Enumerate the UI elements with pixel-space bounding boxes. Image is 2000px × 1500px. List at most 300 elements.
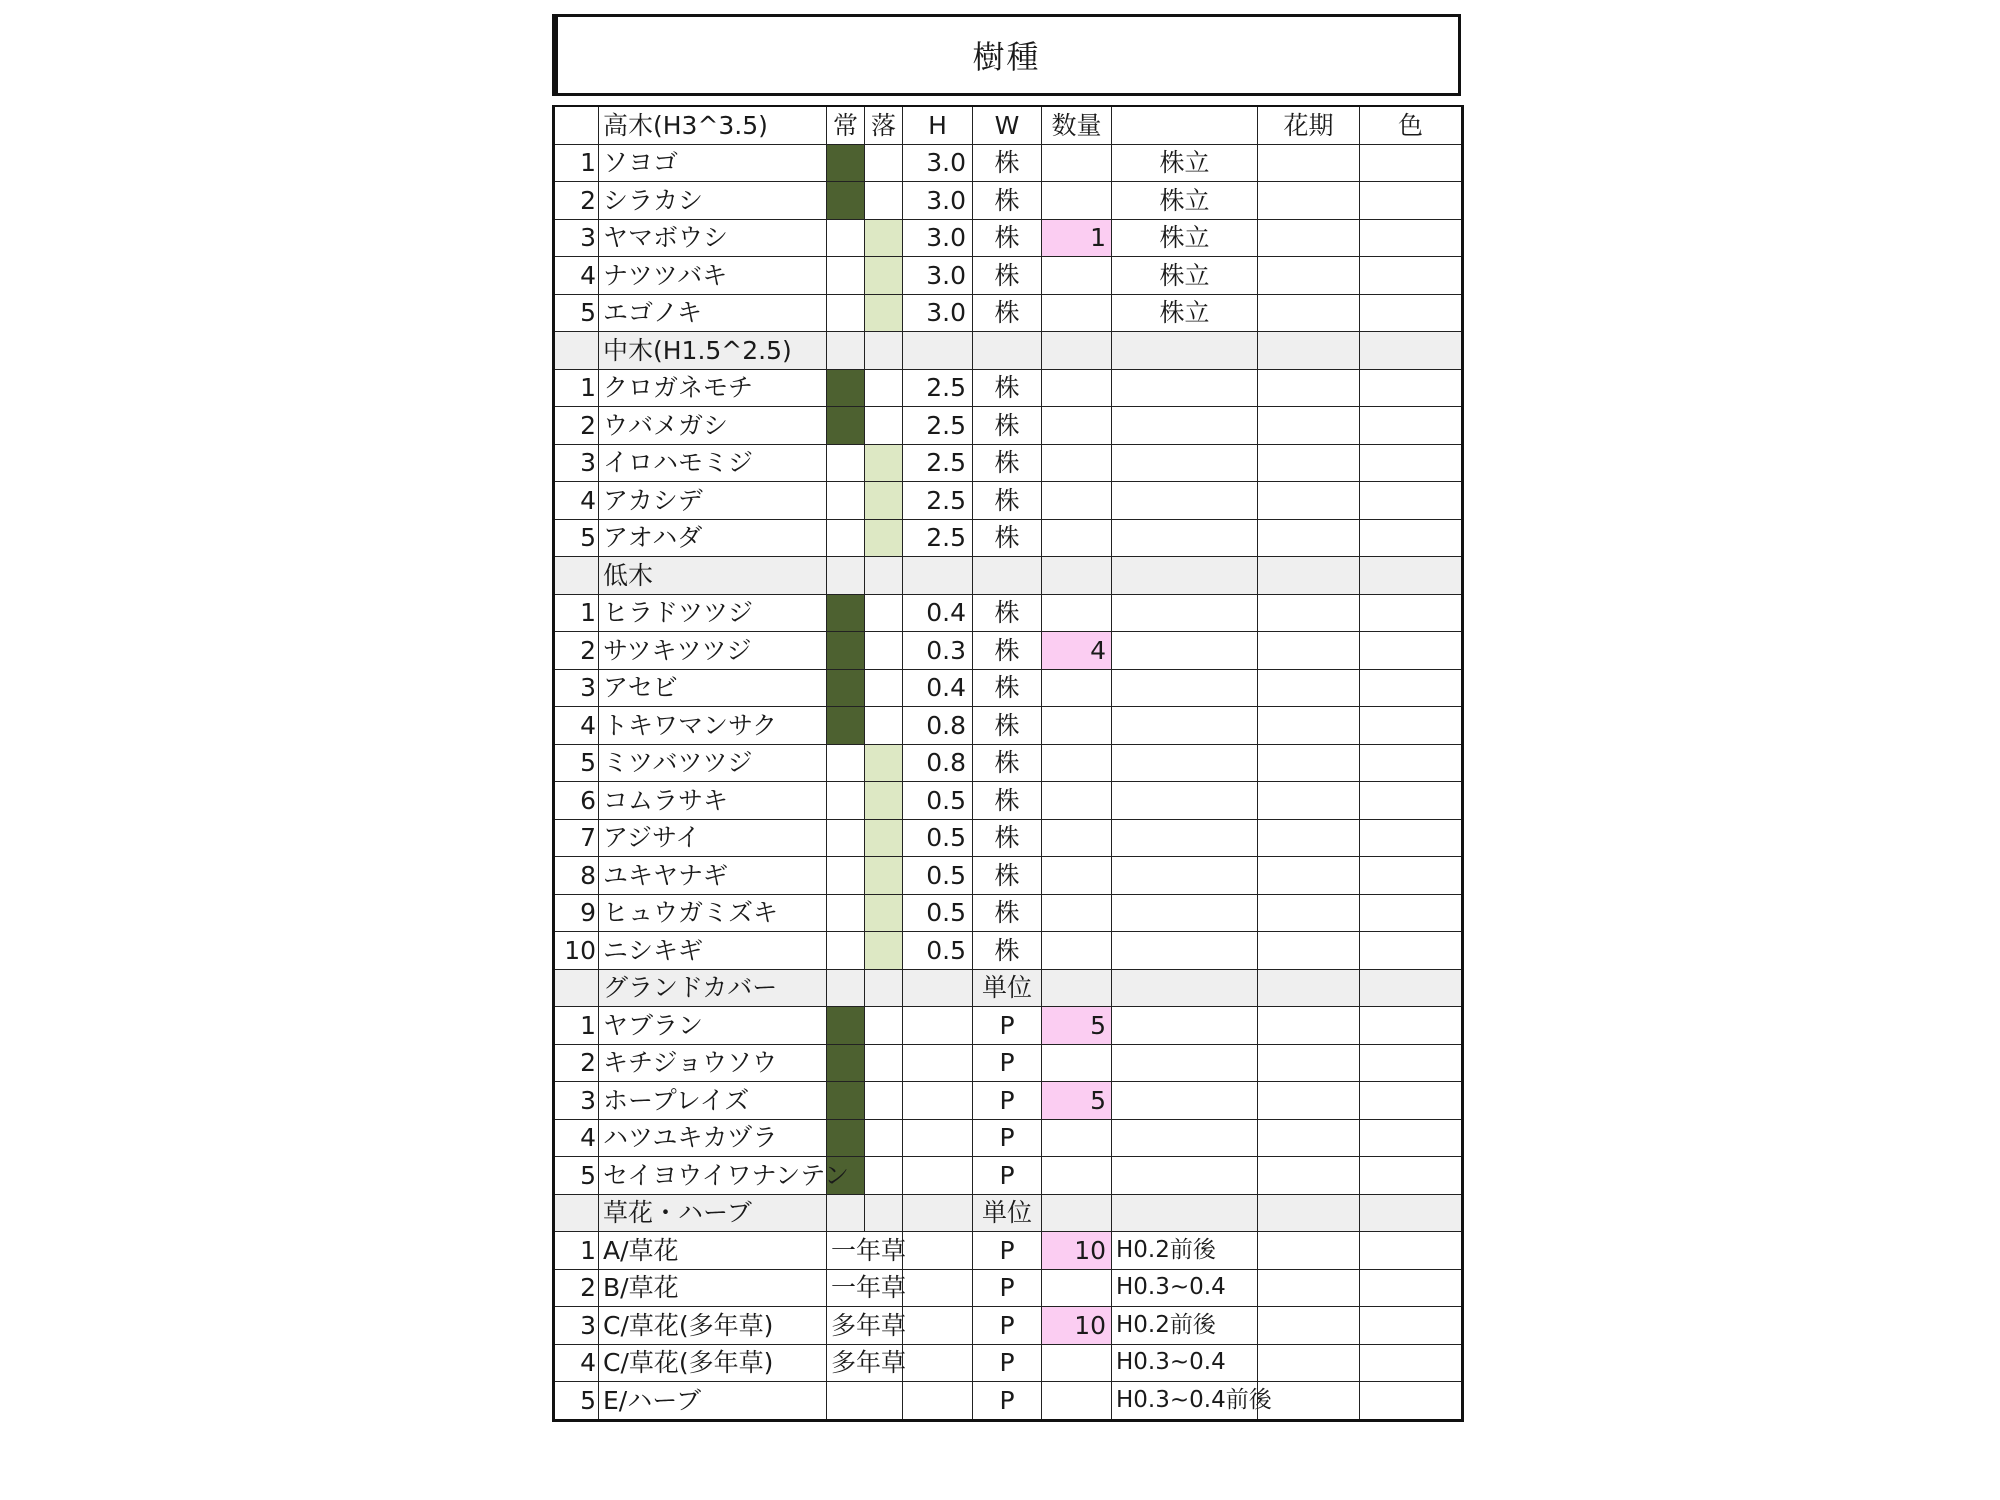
color-cell bbox=[1360, 707, 1463, 745]
quantity-cell bbox=[1042, 482, 1112, 520]
quantity-cell bbox=[1042, 1194, 1112, 1232]
evergreen-cell bbox=[827, 444, 865, 482]
flowering-cell bbox=[1258, 782, 1360, 820]
spec-cell bbox=[1112, 669, 1258, 707]
height-cell bbox=[903, 1269, 973, 1307]
row-number-cell bbox=[554, 969, 599, 1007]
row-number-cell bbox=[554, 332, 599, 370]
evergreen-cell bbox=[827, 819, 865, 857]
evergreen-cell bbox=[827, 1119, 865, 1157]
header-color-cell: 色 bbox=[1360, 106, 1463, 144]
note-cell: H0.3~0.4前後 bbox=[1112, 1382, 1258, 1421]
spec-cell bbox=[1112, 969, 1258, 1007]
plant-kind-cell: 一年草 bbox=[827, 1232, 903, 1270]
quantity-cell bbox=[1042, 1157, 1112, 1195]
height-cell: 0.8 bbox=[903, 707, 973, 745]
color-cell bbox=[1360, 1007, 1463, 1045]
spec-cell bbox=[1112, 857, 1258, 895]
flowering-cell bbox=[1258, 1157, 1360, 1195]
row-number-cell: 2 bbox=[554, 632, 599, 670]
spec-cell bbox=[1112, 1119, 1258, 1157]
species-name-cell bbox=[599, 1307, 827, 1345]
quantity-cell: 5 bbox=[1042, 1007, 1112, 1045]
plant-kind-cell: 多年草 bbox=[827, 1307, 903, 1345]
color-cell bbox=[1360, 894, 1463, 932]
species-name-cell bbox=[599, 219, 827, 257]
species-name: ユキヤナギ bbox=[603, 860, 729, 890]
section-header-row bbox=[554, 1194, 1463, 1232]
species-name-cell bbox=[599, 894, 827, 932]
species-name: エゴノキ bbox=[603, 298, 703, 328]
species-name-cell bbox=[599, 444, 827, 482]
deciduous-cell bbox=[865, 1119, 903, 1157]
section-header-row bbox=[554, 969, 1463, 1007]
deciduous-cell bbox=[865, 519, 903, 557]
evergreen-cell bbox=[827, 594, 865, 632]
unit-cell: P bbox=[973, 1269, 1042, 1307]
header-name-cell: 高木(H3^3.5) bbox=[599, 106, 827, 144]
evergreen-cell bbox=[827, 482, 865, 520]
species-name: ナツツバキ bbox=[603, 260, 728, 290]
deciduous-cell bbox=[865, 594, 903, 632]
unit-cell: 株 bbox=[973, 669, 1042, 707]
unit-cell: P bbox=[973, 1119, 1042, 1157]
evergreen-cell bbox=[827, 219, 865, 257]
flowering-cell bbox=[1258, 332, 1360, 370]
table-row bbox=[554, 669, 1463, 707]
evergreen-cell bbox=[827, 632, 865, 670]
flowering-cell bbox=[1258, 1307, 1360, 1345]
evergreen-cell bbox=[827, 744, 865, 782]
row-number-cell: 4 bbox=[554, 257, 599, 295]
species-name: ヤブラン bbox=[603, 1010, 704, 1040]
evergreen-cell bbox=[827, 707, 865, 745]
deciduous-cell bbox=[865, 144, 903, 182]
deciduous-cell bbox=[865, 857, 903, 895]
quantity-cell bbox=[1042, 894, 1112, 932]
table-row bbox=[554, 1082, 1463, 1120]
quantity-cell bbox=[1042, 257, 1112, 295]
species-name: A/草花 bbox=[603, 1235, 679, 1265]
table-row bbox=[554, 894, 1463, 932]
row-number-cell: 4 bbox=[554, 1119, 599, 1157]
unit-cell: 株 bbox=[973, 594, 1042, 632]
species-name-cell bbox=[599, 182, 827, 220]
spec-cell: 株立 bbox=[1112, 294, 1258, 332]
deciduous-cell bbox=[865, 1044, 903, 1082]
row-number-cell: 1 bbox=[554, 1232, 599, 1270]
unit-cell: 株 bbox=[973, 182, 1042, 220]
height-cell bbox=[903, 332, 973, 370]
species-name: C/草花(多年草) bbox=[603, 1310, 774, 1340]
height-cell: 0.5 bbox=[903, 782, 973, 820]
spec-cell: 株立 bbox=[1112, 182, 1258, 220]
deciduous-cell bbox=[865, 1082, 903, 1120]
deciduous-cell bbox=[865, 1007, 903, 1045]
color-cell bbox=[1360, 632, 1463, 670]
color-cell bbox=[1360, 1157, 1463, 1195]
section-name-cell: 中木(H1.5^2.5) bbox=[599, 332, 827, 370]
color-cell bbox=[1360, 1232, 1463, 1270]
spec-cell bbox=[1112, 707, 1258, 745]
table-row bbox=[554, 782, 1463, 820]
flowering-cell bbox=[1258, 932, 1360, 970]
unit-cell: 単位 bbox=[973, 969, 1042, 1007]
row-number-cell: 5 bbox=[554, 519, 599, 557]
deciduous-cell bbox=[865, 182, 903, 220]
species-name: キチジョウソウ bbox=[603, 1048, 778, 1078]
deciduous-cell bbox=[865, 632, 903, 670]
flowering-cell bbox=[1258, 894, 1360, 932]
row-number-cell: 3 bbox=[554, 1307, 599, 1345]
quantity-cell bbox=[1042, 519, 1112, 557]
height-cell: 2.5 bbox=[903, 482, 973, 520]
species-name-cell bbox=[599, 407, 827, 445]
unit-cell: P bbox=[973, 1307, 1042, 1345]
quantity-cell bbox=[1042, 144, 1112, 182]
height-cell: 2.5 bbox=[903, 444, 973, 482]
height-cell: 0.5 bbox=[903, 894, 973, 932]
flowering-cell bbox=[1258, 707, 1360, 745]
unit-cell: 株 bbox=[973, 482, 1042, 520]
color-cell bbox=[1360, 857, 1463, 895]
quantity-cell bbox=[1042, 182, 1112, 220]
quantity-cell bbox=[1042, 782, 1112, 820]
color-cell bbox=[1360, 444, 1463, 482]
color-cell bbox=[1360, 669, 1463, 707]
height-cell bbox=[903, 1007, 973, 1045]
quantity-cell bbox=[1042, 932, 1112, 970]
header-deciduous-cell: 落 bbox=[865, 106, 903, 144]
table-row bbox=[554, 1382, 1463, 1421]
deciduous-cell bbox=[865, 669, 903, 707]
species-name-cell bbox=[599, 257, 827, 295]
evergreen-cell bbox=[827, 182, 865, 220]
deciduous-cell bbox=[865, 482, 903, 520]
height-cell bbox=[903, 557, 973, 595]
quantity-cell bbox=[1042, 744, 1112, 782]
header-spec-cell bbox=[1112, 106, 1258, 144]
species-name-cell bbox=[599, 1044, 827, 1082]
row-number-cell: 7 bbox=[554, 819, 599, 857]
table-row bbox=[554, 144, 1463, 182]
flowering-cell bbox=[1258, 519, 1360, 557]
species-name: クロガネモチ bbox=[603, 373, 754, 403]
flowering-cell bbox=[1258, 482, 1360, 520]
species-table bbox=[552, 105, 1464, 1422]
section-name-cell: グランドカバー bbox=[599, 969, 827, 1007]
quantity-cell bbox=[1042, 1044, 1112, 1082]
deciduous-cell bbox=[865, 782, 903, 820]
spec-cell bbox=[1112, 332, 1258, 370]
plant-kind-cell: 一年草 bbox=[827, 1269, 903, 1307]
height-cell: 2.5 bbox=[903, 519, 973, 557]
color-cell bbox=[1360, 969, 1463, 1007]
species-name-cell bbox=[599, 932, 827, 970]
color-cell bbox=[1360, 369, 1463, 407]
species-name: C/草花(多年草) bbox=[603, 1348, 774, 1378]
row-number-cell: 3 bbox=[554, 444, 599, 482]
plant-kind-cell: 多年草 bbox=[827, 1344, 903, 1382]
flowering-cell bbox=[1258, 594, 1360, 632]
table-row bbox=[554, 1007, 1463, 1045]
row-number-cell: 4 bbox=[554, 482, 599, 520]
unit-cell bbox=[973, 332, 1042, 370]
evergreen-cell bbox=[827, 369, 865, 407]
deciduous-cell bbox=[865, 1194, 903, 1232]
section-header-row bbox=[554, 332, 1463, 370]
color-cell bbox=[1360, 407, 1463, 445]
deciduous-cell bbox=[865, 707, 903, 745]
species-name: ウバメガシ bbox=[603, 410, 729, 440]
evergreen-cell bbox=[827, 669, 865, 707]
unit-cell: 株 bbox=[973, 407, 1042, 445]
row-number-cell: 6 bbox=[554, 782, 599, 820]
height-cell: 3.0 bbox=[903, 182, 973, 220]
species-name-cell bbox=[599, 1382, 827, 1421]
row-number-cell: 5 bbox=[554, 744, 599, 782]
flowering-cell bbox=[1258, 1269, 1360, 1307]
row-number-cell bbox=[554, 1194, 599, 1232]
table-row bbox=[554, 257, 1463, 295]
deciduous-cell bbox=[865, 744, 903, 782]
height-cell: 0.5 bbox=[903, 857, 973, 895]
deciduous-cell bbox=[865, 1157, 903, 1195]
note-cell: H0.3~0.4 bbox=[1112, 1269, 1258, 1307]
row-number-cell: 3 bbox=[554, 219, 599, 257]
species-name-cell bbox=[599, 782, 827, 820]
note-cell: H0.3~0.4 bbox=[1112, 1344, 1258, 1382]
plant-kind-cell bbox=[827, 1382, 903, 1421]
evergreen-cell bbox=[827, 294, 865, 332]
table-row bbox=[554, 407, 1463, 445]
species-name: シラカシ bbox=[603, 185, 704, 215]
evergreen-cell bbox=[827, 557, 865, 595]
height-cell: 0.3 bbox=[903, 632, 973, 670]
quantity-cell: 1 bbox=[1042, 219, 1112, 257]
quantity-cell bbox=[1042, 1344, 1112, 1382]
quantity-cell bbox=[1042, 1119, 1112, 1157]
unit-cell: P bbox=[973, 1232, 1042, 1270]
spec-cell bbox=[1112, 782, 1258, 820]
color-cell bbox=[1360, 1082, 1463, 1120]
row-number-cell: 1 bbox=[554, 594, 599, 632]
deciduous-cell bbox=[865, 407, 903, 445]
unit-cell: 株 bbox=[973, 294, 1042, 332]
table-row bbox=[554, 932, 1463, 970]
height-cell bbox=[903, 1307, 973, 1345]
flowering-cell bbox=[1258, 557, 1360, 595]
flowering-cell bbox=[1258, 1119, 1360, 1157]
table-row bbox=[554, 519, 1463, 557]
row-number-cell: 3 bbox=[554, 669, 599, 707]
table-row bbox=[554, 1269, 1463, 1307]
flowering-cell bbox=[1258, 632, 1360, 670]
evergreen-cell bbox=[827, 969, 865, 1007]
quantity-cell bbox=[1042, 669, 1112, 707]
unit-cell: P bbox=[973, 1044, 1042, 1082]
evergreen-cell bbox=[827, 407, 865, 445]
deciduous-cell bbox=[865, 557, 903, 595]
spec-cell: 株立 bbox=[1112, 144, 1258, 182]
color-cell bbox=[1360, 294, 1463, 332]
table-row bbox=[554, 744, 1463, 782]
deciduous-cell bbox=[865, 819, 903, 857]
evergreen-cell bbox=[827, 782, 865, 820]
section-name-cell: 草花・ハーブ bbox=[599, 1194, 827, 1232]
unit-cell: 株 bbox=[973, 782, 1042, 820]
unit-cell: 株 bbox=[973, 144, 1042, 182]
height-cell bbox=[903, 1382, 973, 1421]
species-name: ヤマボウシ bbox=[603, 223, 729, 253]
species-name-cell bbox=[599, 1232, 827, 1270]
row-number-cell: 2 bbox=[554, 1044, 599, 1082]
row-number-cell: 1 bbox=[554, 369, 599, 407]
species-name-cell bbox=[599, 1007, 827, 1045]
flowering-cell bbox=[1258, 144, 1360, 182]
row-number-cell: 8 bbox=[554, 857, 599, 895]
header-evergreen-cell: 常 bbox=[827, 106, 865, 144]
spec-cell bbox=[1112, 369, 1258, 407]
deciduous-cell bbox=[865, 332, 903, 370]
quantity-cell bbox=[1042, 594, 1112, 632]
row-number-cell: 9 bbox=[554, 894, 599, 932]
species-name: ホープレイズ bbox=[603, 1085, 750, 1115]
table-row bbox=[554, 632, 1463, 670]
color-cell bbox=[1360, 557, 1463, 595]
spec-cell bbox=[1112, 1044, 1258, 1082]
species-name-cell bbox=[599, 707, 827, 745]
color-cell bbox=[1360, 1269, 1463, 1307]
spec-cell bbox=[1112, 744, 1258, 782]
spec-cell: 株立 bbox=[1112, 219, 1258, 257]
quantity-cell: 5 bbox=[1042, 1082, 1112, 1120]
spec-cell bbox=[1112, 519, 1258, 557]
unit-cell: P bbox=[973, 1382, 1042, 1421]
height-cell: 0.4 bbox=[903, 594, 973, 632]
flowering-cell bbox=[1258, 1082, 1360, 1120]
color-cell bbox=[1360, 1194, 1463, 1232]
species-name: ミツバツツジ bbox=[603, 748, 753, 778]
flowering-cell bbox=[1258, 857, 1360, 895]
species-name-cell bbox=[599, 594, 827, 632]
spec-cell bbox=[1112, 1194, 1258, 1232]
deciduous-cell bbox=[865, 894, 903, 932]
table-row bbox=[554, 219, 1463, 257]
species-name-cell bbox=[599, 1344, 827, 1382]
flowering-cell bbox=[1258, 407, 1360, 445]
header-height-cell: H bbox=[903, 106, 973, 144]
flowering-cell bbox=[1258, 294, 1360, 332]
color-cell bbox=[1360, 1382, 1463, 1421]
species-name: イロハモミジ bbox=[603, 448, 754, 478]
species-name-cell bbox=[599, 294, 827, 332]
unit-cell: 株 bbox=[973, 519, 1042, 557]
height-cell: 3.0 bbox=[903, 294, 973, 332]
color-cell bbox=[1360, 144, 1463, 182]
table-row bbox=[554, 482, 1463, 520]
unit-cell: 株 bbox=[973, 894, 1042, 932]
height-cell: 0.4 bbox=[903, 669, 973, 707]
unit-cell: P bbox=[973, 1007, 1042, 1045]
quantity-cell bbox=[1042, 819, 1112, 857]
quantity-cell bbox=[1042, 1269, 1112, 1307]
unit-cell: 株 bbox=[973, 257, 1042, 295]
evergreen-cell bbox=[827, 1044, 865, 1082]
row-number-cell: 5 bbox=[554, 1382, 599, 1421]
color-cell bbox=[1360, 594, 1463, 632]
unit-cell: 株 bbox=[973, 932, 1042, 970]
flowering-cell bbox=[1258, 819, 1360, 857]
height-cell: 3.0 bbox=[903, 219, 973, 257]
deciduous-cell bbox=[865, 257, 903, 295]
species-name-cell bbox=[599, 369, 827, 407]
spec-cell bbox=[1112, 632, 1258, 670]
deciduous-cell bbox=[865, 219, 903, 257]
quantity-cell: 10 bbox=[1042, 1232, 1112, 1270]
deciduous-cell bbox=[865, 444, 903, 482]
species-name-cell bbox=[599, 1082, 827, 1120]
species-name-cell bbox=[599, 482, 827, 520]
quantity-cell bbox=[1042, 969, 1112, 1007]
height-cell bbox=[903, 1232, 973, 1270]
flowering-cell bbox=[1258, 444, 1360, 482]
species-name: アカシデ bbox=[603, 485, 703, 515]
color-cell bbox=[1360, 482, 1463, 520]
flowering-cell bbox=[1258, 1194, 1360, 1232]
deciduous-cell bbox=[865, 932, 903, 970]
unit-cell: P bbox=[973, 1157, 1042, 1195]
species-name: コムラサキ bbox=[603, 785, 729, 815]
evergreen-cell bbox=[827, 857, 865, 895]
species-name: ヒラドツツジ bbox=[603, 598, 754, 628]
flowering-cell bbox=[1258, 1232, 1360, 1270]
unit-cell: 株 bbox=[973, 707, 1042, 745]
table-row bbox=[554, 1344, 1463, 1382]
table-row bbox=[554, 294, 1463, 332]
note-cell: H0.2前後 bbox=[1112, 1232, 1258, 1270]
flowering-cell bbox=[1258, 219, 1360, 257]
height-cell bbox=[903, 969, 973, 1007]
color-cell bbox=[1360, 519, 1463, 557]
row-number-cell: 2 bbox=[554, 1269, 599, 1307]
evergreen-cell bbox=[827, 1007, 865, 1045]
spec-cell bbox=[1112, 819, 1258, 857]
spec-cell bbox=[1112, 594, 1258, 632]
species-name-cell bbox=[599, 519, 827, 557]
species-name: ニシキギ bbox=[603, 935, 704, 965]
row-number-cell: 2 bbox=[554, 407, 599, 445]
section-name-cell: 低木 bbox=[599, 557, 827, 595]
flowering-cell bbox=[1258, 1382, 1360, 1421]
row-number-cell bbox=[554, 557, 599, 595]
flowering-cell bbox=[1258, 369, 1360, 407]
quantity-cell bbox=[1042, 1382, 1112, 1421]
height-cell bbox=[903, 1044, 973, 1082]
species-name: アセビ bbox=[603, 673, 678, 703]
height-cell: 2.5 bbox=[903, 407, 973, 445]
height-cell bbox=[903, 1082, 973, 1120]
sheet-title: 樹種 bbox=[552, 14, 1461, 96]
species-name-cell bbox=[599, 857, 827, 895]
species-name: B/草花 bbox=[603, 1273, 679, 1303]
spec-cell bbox=[1112, 444, 1258, 482]
table-row bbox=[554, 369, 1463, 407]
color-cell bbox=[1360, 257, 1463, 295]
color-cell bbox=[1360, 932, 1463, 970]
header-width-cell: W bbox=[973, 106, 1042, 144]
species-name: ソヨゴ bbox=[603, 148, 679, 178]
